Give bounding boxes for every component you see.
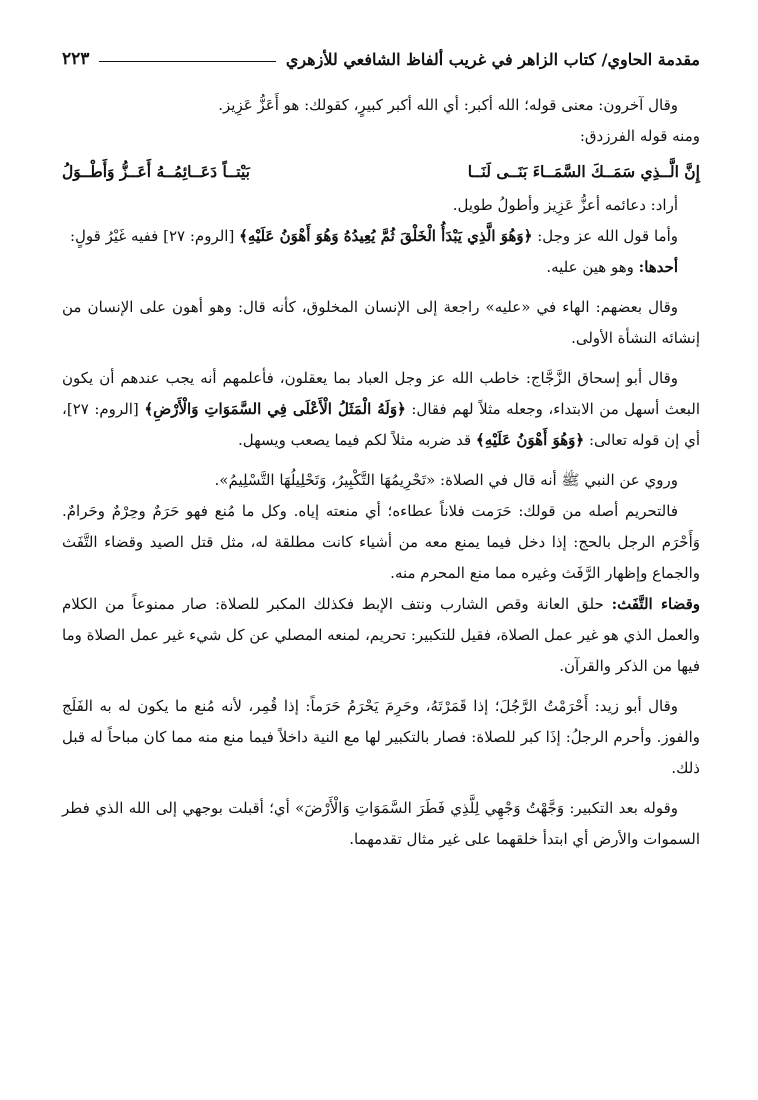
verse-first-hemistich: إِنَّ الَّــذِي سَمَــكَ السَّمَــاءَ بَنَــى لَنَــا: [467, 162, 700, 181]
quran-quote-1: ﴿وَهُوَ الَّذِي يَبْدَأُ الْخَلْقَ ثُمَّ يُعِيدُهُ وَهُوَ أَهْوَنُ عَلَيْهِ﴾: [239, 227, 533, 245]
paragraph-12: وقوله بعد التكبير: وَجَّهْتُ وَجْهِي لِلَّذِي فَطَرَ السَّمَوَاتِ وَالْأَرْضَ» أي؛ أقبلت بوجهي إلى الله الذي فطر السموات والأرض أي ابتدأ خلقهما على غير مثال تقدمهما.: [62, 799, 700, 848]
running-header: [62, 44, 700, 74]
p10-label: وقضاء التَّفَث:: [611, 595, 700, 613]
p5-text: وهو هين عليه.: [546, 258, 639, 276]
verse-second-hemistich: بَيْتــاً دَعَــائِمُــهُ أَعَــزُّ وَأَطْــوَلُ: [62, 162, 250, 181]
p7-a: وقال أبو إسحاق الزَّجَّاج: خاطب الله عز وجل العباد بما يعقلون، فأعلمهم أنه يجب عندهم أن يكون البعث أسهل من الابتداء، وجعله مثلاً لهم فقال:: [62, 369, 701, 418]
poetry-verse: [62, 155, 700, 188]
p10-text: حلق العانة وقص الشارب ونتف الإبط فكذلك المكبر للصلاة: صار ممنوعاً من الكلام والعمل الذي هو غير عمل الصلاة، فقيل للتكبير: تحريم، لمنعه المصلي عن كل شيء غير عمل الصلاة وما فيها من الذكر والقرآن.: [62, 595, 700, 675]
paragraph-8: وروي عن النبي ﷺ أنه قال في الصلاة: «تَحْرِيمُهَا التَّكْبِيرُ، وَتَحْلِيلُهَا التَّسْلِيمُ».: [214, 471, 678, 489]
header-title: مقدمة الحاوي/ كتاب الزاهر في غريب ألفاظ الشافعي للأزهري: [285, 49, 700, 69]
paragraph-4: [62, 221, 700, 252]
paragraph-9: فالتحريم أصله من قولك: حَرَمت فلاناً عطاءه؛ أي منعته إياه. وكل ما مُنع فهو حَرَمٌ وحِرْمٌ وحَرامٌ. وَأَحْرَم الرجل بالحج: إذا دخل فيما يمنع معه من أشياء كانت مطلقة له، مثل قتل الصيد وقضاء التَّفَث والجماع وإظهار الرَّفَث وغيره مما منع المحرم منه.: [62, 502, 700, 582]
p7-c: قد ضربه مثلاً لكم فيما يصعب ويسهل.: [237, 431, 476, 449]
header-rule: [99, 61, 275, 62]
quran-quote-3: ﴿وَهُوَ أَهْوَنُ عَلَيْهِ﴾: [475, 431, 585, 449]
paragraph-6: وقال بعضهم: الهاء في «عليه» راجعة إلى الإنسان المخلوق، كأنه قال: وهو أهون على الإنسان من إنشائه النشأة الأولى.: [62, 298, 700, 347]
paragraph-5: [62, 252, 700, 283]
paragraph-1: وقال آخرون: معنى قوله؛ الله أكبر: أي الله أكبر كبيرٍ، كقولك: هو أَعَزُّ عَزِيز.: [218, 96, 678, 114]
paragraph-11: وقال أبو زيد: أَحْرَمْتُ الرَّجُلَ؛ إذا قَمَرْتَهُ، وحَرِمَ يَحْرَمُ حَرَماً: إذا قُمِر، لأنه مُنع ما يكون له به الفَلَج والفوز. وأحرم الرجلُ: إذَا كبر للصلاة: فصار بالتكبير لها مع النية داخلاً فيما منع منه مما كان مباحاً له قبل ذلك.: [62, 697, 700, 777]
p7-b: [الروم: ٢٧]، أي إن قوله تعالى:: [62, 400, 700, 449]
p4-tail: [الروم: ٢٧] ففيه غَيْرُ قولٍ:: [69, 227, 240, 245]
paragraph-10: [62, 589, 700, 682]
p4-lead: وأما قول الله عز وجل:: [532, 227, 678, 245]
paragraph-7: [62, 363, 700, 456]
page-body: [62, 90, 700, 1040]
paragraph-2: ومنه قوله الفرزدق:: [579, 127, 700, 145]
quran-quote-2: ﴿وَلَهُ الْمَثَلُ الْأَعْلَى فِي السَّمَوَاتِ وَالْأَرْضِ﴾: [144, 400, 406, 418]
page-number: ٢٢٣: [62, 49, 90, 69]
p5-label: أحدها:: [638, 258, 678, 276]
paragraph-3: أراد: دعائمه أعزُّ عَزِيز وأطولُ طويل.: [452, 196, 678, 214]
